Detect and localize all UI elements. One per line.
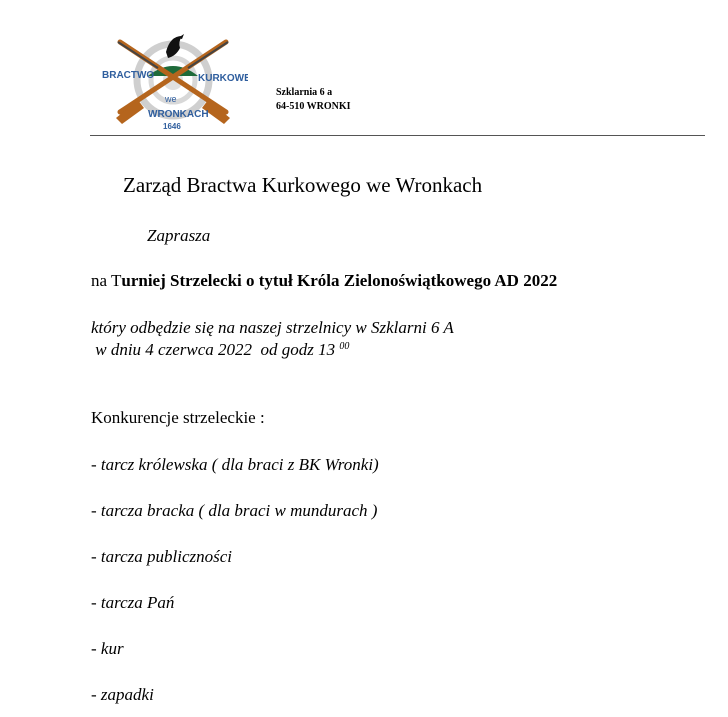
list-dash: - [91,455,101,474]
location-line-1: który odbędzie się na naszej strzelnicy w Szklarni 6 A [91,318,454,337]
page-title: Zarząd Bractwa Kurkowego we Wronkach [123,173,483,197]
list-item-text: tarcza publiczności [100,547,233,566]
location-minutes: 00 [339,341,350,352]
list-item [91,593,174,613]
invite-text: Zaprasza [147,226,211,245]
logo-year: 1646 [163,122,181,131]
tournament-line [91,271,557,291]
logo-text-left: BRACTWO [102,70,155,81]
tournament-prefix: na T [91,271,122,290]
competitions-heading: Konkurencje strzeleckie : [91,408,265,427]
list-item-text: tarcza bracka ( dla braci w mundurach ) [100,501,378,520]
list-item [91,501,377,521]
list-item-text: kur [100,639,124,658]
list-dash: - [91,593,101,612]
list-item-text: tarcza Pań [100,593,175,612]
location-date-time: w dniu 4 czerwca 2022 od godz 13 [91,340,340,359]
address-block [276,86,351,114]
list-item [91,639,124,659]
list-item-text: zapadki [100,685,154,704]
list-item [91,685,154,705]
location-line-2 [91,339,454,361]
logo-text-city: WRONKACH [148,109,209,120]
list-item-text: tarcz królewska ( dla braci z BK Wronki) [100,455,379,474]
logo-text-right: KURKOWE [198,73,248,84]
brotherhood-logo [98,30,248,136]
list-item [91,455,379,475]
tournament-name: urniej Strzelecki o tytuł Króla Zielonoświątkowego AD 2022 [121,271,558,290]
header-divider [90,135,705,136]
address-line-2: 64-510 WRONKI [276,101,351,112]
list-item [91,547,232,567]
address-line-1: Szklarnia 6 a [276,87,333,98]
list-dash: - [91,639,101,658]
list-dash: - [91,685,101,704]
list-dash: - [91,501,101,520]
logo-emblem-icon [98,30,248,136]
list-dash: - [91,547,101,566]
location-block [91,317,454,361]
logo-text-we: we [165,94,177,104]
